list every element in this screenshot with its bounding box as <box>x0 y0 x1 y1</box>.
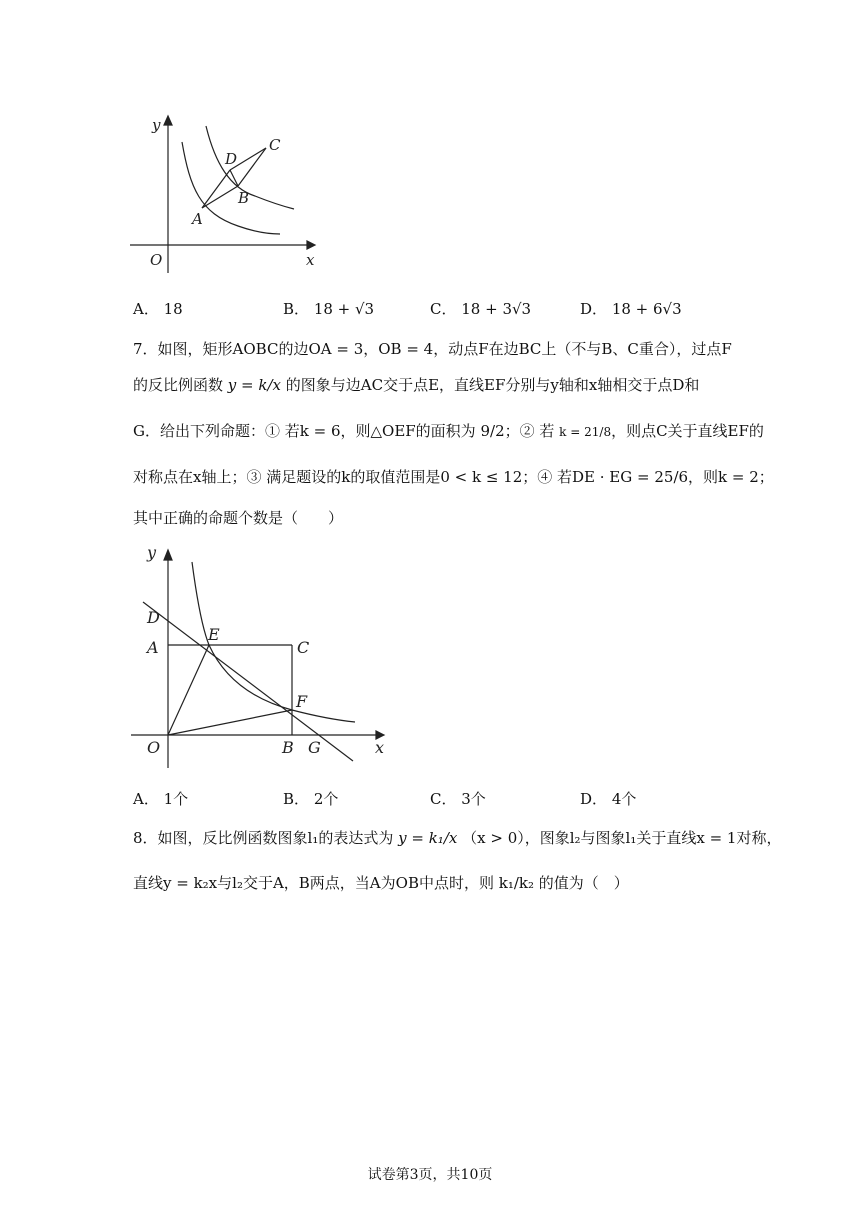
q8-number: 8． <box>133 829 158 847</box>
figure-1-svg <box>120 108 330 280</box>
q7-line-2: 的反比例函数 y = k/x 的图象与边AC交于点E，直线EF分别与y轴和x轴相交于点D和 <box>133 376 700 394</box>
figure-1 <box>120 108 330 280</box>
q7-k-value: k = 21/8 <box>559 425 612 439</box>
segment-OF <box>168 710 292 735</box>
q7-frac-9-2: 9/2 <box>480 422 505 440</box>
y-axis-arrow <box>164 550 172 560</box>
q7-options <box>133 788 793 810</box>
q7-function: y = k/x <box>227 376 281 394</box>
label-C: C <box>297 638 310 657</box>
label-B: B <box>238 189 250 207</box>
label-A: A <box>147 638 159 657</box>
line-DG <box>143 602 353 761</box>
q7-option-b[interactable]: B． 2个 <box>283 790 339 808</box>
label-F: F <box>296 692 308 711</box>
y-axis-arrow <box>164 116 172 125</box>
segment-CB <box>238 148 266 186</box>
segment-OE <box>168 645 209 735</box>
q6-option-c[interactable]: C． 18 + 3√3 <box>430 300 532 318</box>
label-G: G <box>308 738 321 757</box>
label-O: O <box>150 251 163 269</box>
label-B: B <box>282 738 294 757</box>
q6-option-b[interactable]: B． 18 + √3 <box>283 300 375 318</box>
label-y: y <box>147 543 157 562</box>
q7-line-4: 对称点在x轴上；③ 满足题设的k的取值范围是0 < k ≤ 12；④ 若DE · EG = 25/6，则k = 2； <box>133 468 774 486</box>
q7-frac-25-6: 25/6 <box>654 468 689 486</box>
segment-BA <box>202 186 238 208</box>
q8-line-1: 8．如图，反比例函数图象l₁的表达式为 y = k₁/x （x > 0），图象l₂与图象l₁关于直线x = 1对称， <box>133 829 782 847</box>
q6-options <box>133 298 793 320</box>
q7-line-3: G．给出下列命题：① 若k = 6，则△OEF的面积为 9/2；② 若 k = 21/8，则点C关于直线EF的 <box>133 422 764 440</box>
label-D: D <box>147 608 160 627</box>
segment-AD <box>202 170 230 208</box>
q6-option-a[interactable]: A． 18 <box>133 300 183 318</box>
q8-line-2: 直线y = k₂x与l₂交于A，B两点，当A为OB中点时，则 k₁/k₂ 的值为（ ） <box>133 874 629 892</box>
label-E: E <box>208 625 220 644</box>
q7-option-a[interactable]: A． 1个 <box>133 790 189 808</box>
q7-line-5: 其中正确的命题个数是（ ） <box>133 509 344 527</box>
label-O: O <box>147 738 161 757</box>
q7-option-d[interactable]: D． 4个 <box>580 790 637 808</box>
label-y: y <box>152 116 161 134</box>
curve-outer <box>206 126 294 209</box>
label-D: D <box>225 150 238 168</box>
q7-number: 7． <box>133 340 158 358</box>
figure-2 <box>125 540 395 772</box>
page-footer: 试卷第3页，共10页 <box>367 1167 493 1183</box>
q7-line-1: 7．如图，矩形AOBC的边OA = 3，OB = 4，动点F在边BC上（不与B、C重合），过点F <box>133 340 732 358</box>
label-C: C <box>269 136 281 154</box>
label-A: A <box>192 210 203 228</box>
q8-function: y = k₁/x <box>398 829 458 847</box>
q8-frac-k1-k2: k₁/k₂ <box>498 874 535 892</box>
label-x: x <box>375 738 385 757</box>
figure-2-svg <box>125 540 395 772</box>
q6-option-d[interactable]: D． 18 + 6√3 <box>580 300 682 318</box>
q7-option-c[interactable]: C． 3个 <box>430 790 486 808</box>
x-axis-arrow <box>307 241 315 249</box>
label-x: x <box>306 251 315 269</box>
